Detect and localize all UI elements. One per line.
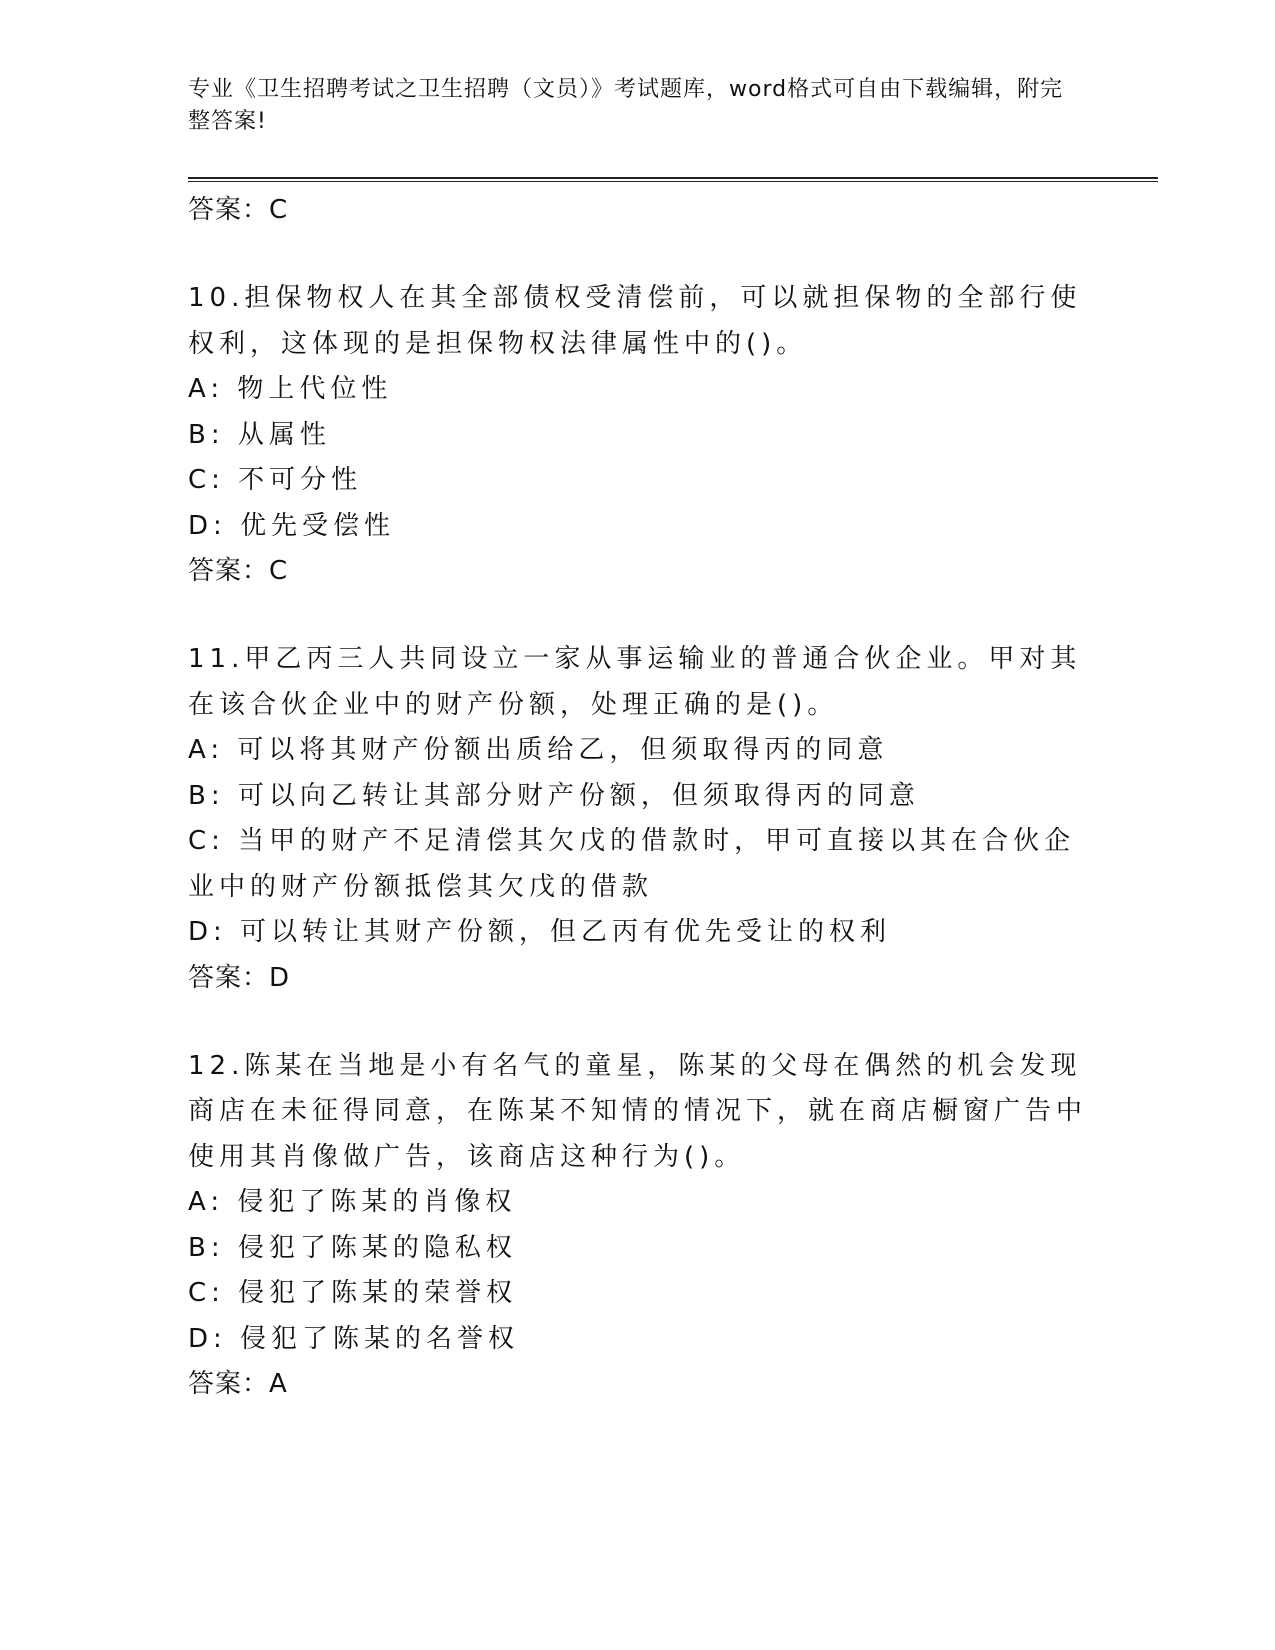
document-header: 专业《卫生招聘考试之卫生招聘（文员）》考试题库，word格式可自由下载编辑，附完整答案! [188, 77, 1064, 134]
answer-label: 答案： [188, 195, 270, 225]
answer-line [188, 956, 1088, 1000]
answer-label: 答案： [188, 962, 270, 993]
question-stem: 10.担保物权人在其全部债权受清偿前，可以就担保物的全部行使权利，这体现的是担保物权法律属性中的()。 [188, 283, 1082, 359]
option-c: C: 不可分性 [188, 465, 363, 495]
option-d: D: 可以转让其财产份额，但乙丙有优先受让的权利 [188, 917, 892, 947]
answer-value: A [269, 1369, 288, 1399]
option-a: A: 物上代位性 [188, 374, 393, 404]
option-b: B: 从属性 [188, 419, 331, 450]
question-stem: 12.陈某在当地是小有名气的童星，陈某的父母在偶然的机会发现商店在未征得同意，在陈某不知情的情况下，就在商店橱窗广告中使用其肖像做广告，该商店这种行为()。 [188, 1050, 1088, 1172]
answer-value: C [269, 195, 289, 225]
question-item [188, 637, 1088, 956]
answer-label: 答案： [188, 556, 270, 586]
option-a: A: 侵犯了陈某的肖像权 [188, 1187, 517, 1217]
answer-label: 答案： [188, 1369, 270, 1399]
answer-line [188, 549, 1088, 593]
option-c: C: 侵犯了陈某的荣誉权 [188, 1278, 518, 1308]
option-b: B: 侵犯了陈某的隐私权 [188, 1232, 517, 1263]
answer-line [188, 188, 1088, 232]
question-stem: 11.甲乙丙三人共同设立一家从事运输业的普通合伙企业。甲对其在该合伙企业中的财产份额，处理正确的是()。 [188, 644, 1082, 720]
answer-value: C [269, 556, 289, 586]
question-list [188, 188, 1088, 1406]
option-d: D: 优先受偿性 [188, 510, 396, 541]
option-b: B: 可以向乙转让其部分财产份额，但须取得丙的同意 [188, 780, 920, 811]
answer-value: D [269, 962, 291, 993]
question-item [188, 276, 1088, 549]
option-d: D: 侵犯了陈某的名誉权 [188, 1323, 520, 1354]
option-c: C: 当甲的财产不足清偿其欠戊的借款时，甲可直接以其在合伙企业中的财产份额抵偿其欠戊的借款 [188, 826, 1076, 902]
option-a: A: 可以将其财产份额出质给乙，但须取得丙的同意 [188, 735, 889, 765]
header-divider [188, 177, 1158, 182]
answer-line [188, 1362, 1088, 1406]
question-item [188, 1044, 1088, 1363]
